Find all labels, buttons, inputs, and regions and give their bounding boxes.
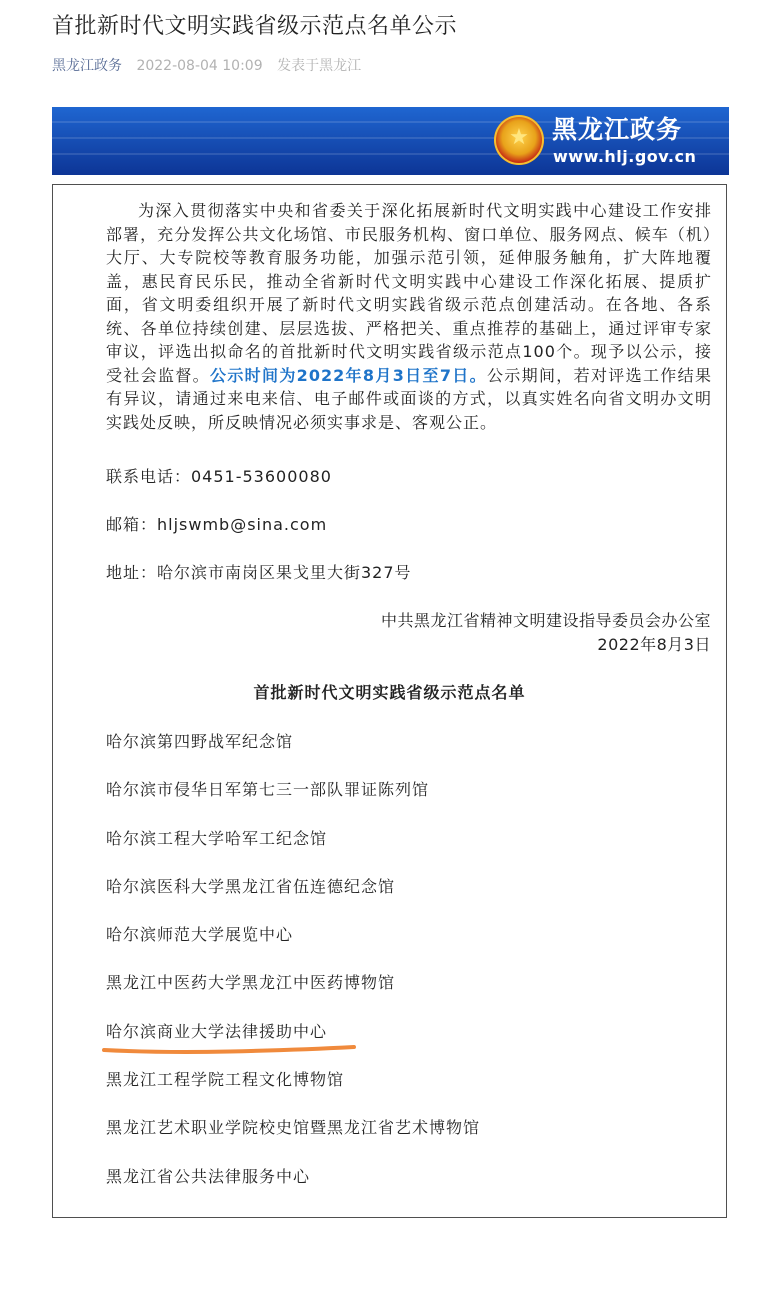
issue-date: 2022年8月3日 (597, 635, 711, 654)
publish-date: 2022-08-04 10:09 (136, 58, 263, 74)
list-item: 哈尔滨市侵华日军第七三一部队罪证陈列馆 (106, 780, 430, 800)
orange-underline-mark (102, 1043, 358, 1057)
demo-site-list (106, 731, 706, 1214)
list-item: 黑龙江工程学院工程文化博物馆 (106, 1070, 345, 1090)
list-item: 哈尔滨师范大学展览中心 (106, 925, 294, 945)
contact-address: 地址：哈尔滨市南岗区果戈里大街327号 (106, 563, 412, 582)
intro-text: 为深入贯彻落实中央和省委关于深化拓展新时代文明实践中心建设工作安排部署，充分发挥公共文化场馆、市民服务机构、窗口单位、服务网点、候车（机）大厅、大专院校等教育服务功能，加强示范引领，延伸服务触角，扩大阵地覆盖，惠民育民乐民，推动全省新时代文明实践中心建设工作深化拓展、提质扩面，省文明委组织开展了新时代文明实践省级示范点创建活动。在各地、各系统、各单位持续创建、层层选拔、严格把关、重点推荐的基础上，通过评审专家审议，评选出拟命名的首批新时代文明实践省级示范点100个。现予以公示，接受社会监督。 (106, 201, 712, 385)
list-item: 哈尔滨工程大学哈军工纪念馆 (106, 828, 328, 848)
underline-stroke (104, 1047, 354, 1052)
issuer-signature: 中共黑龙江省精神文明建设指导委员会办公室 (380, 611, 711, 630)
banner-brand-name: 黑龙江政务 (552, 115, 683, 144)
list-item-underlined (106, 1021, 706, 1069)
article-title: 首批新时代文明实践省级示范点名单公示 (52, 14, 458, 39)
list-item: 黑龙江中医药大学黑龙江中医药博物馆 (106, 973, 396, 993)
banner-url: www.hlj.gov.cn (553, 147, 697, 166)
underlined-item-wrap (106, 1021, 327, 1043)
list-item-text: 哈尔滨商业大学法律援助中心 (106, 1021, 328, 1041)
list-item: 哈尔滨医科大学黑龙江省伍连德纪念馆 (106, 876, 396, 896)
contact-email: 邮箱：hljswmb@sina.com (106, 515, 328, 534)
list-item: 哈尔滨第四野战军纪念馆 (106, 732, 294, 751)
national-emblem-icon: ★ (494, 115, 544, 165)
list-item: 黑龙江省公共法律服务中心 (106, 1166, 311, 1186)
author-link[interactable]: 黑龙江政务 (52, 58, 122, 74)
list-heading: 首批新时代文明实践省级示范点名单 (253, 683, 526, 702)
list-item: 黑龙江艺术职业学院校史馆暨黑龙江省艺术博物馆 (106, 1118, 481, 1138)
notice-period-highlight: 公示时间为2022年8月3日至7日。 (210, 365, 487, 385)
article-meta (52, 56, 361, 76)
contact-phone: 联系电话：0451-53600080 (106, 467, 332, 486)
intro-text-continued: 公示期间，若对评选工作结果有异议，请通过来电来信、电子邮件或面谈的方式，以真实姓名向省文明办文明实践处反映，所反映情况必须实事求是、客观公正。 (106, 365, 712, 432)
header-banner (52, 107, 729, 175)
publish-location: 发表于黑龙江 (277, 58, 362, 74)
intro-paragraph (106, 199, 712, 434)
